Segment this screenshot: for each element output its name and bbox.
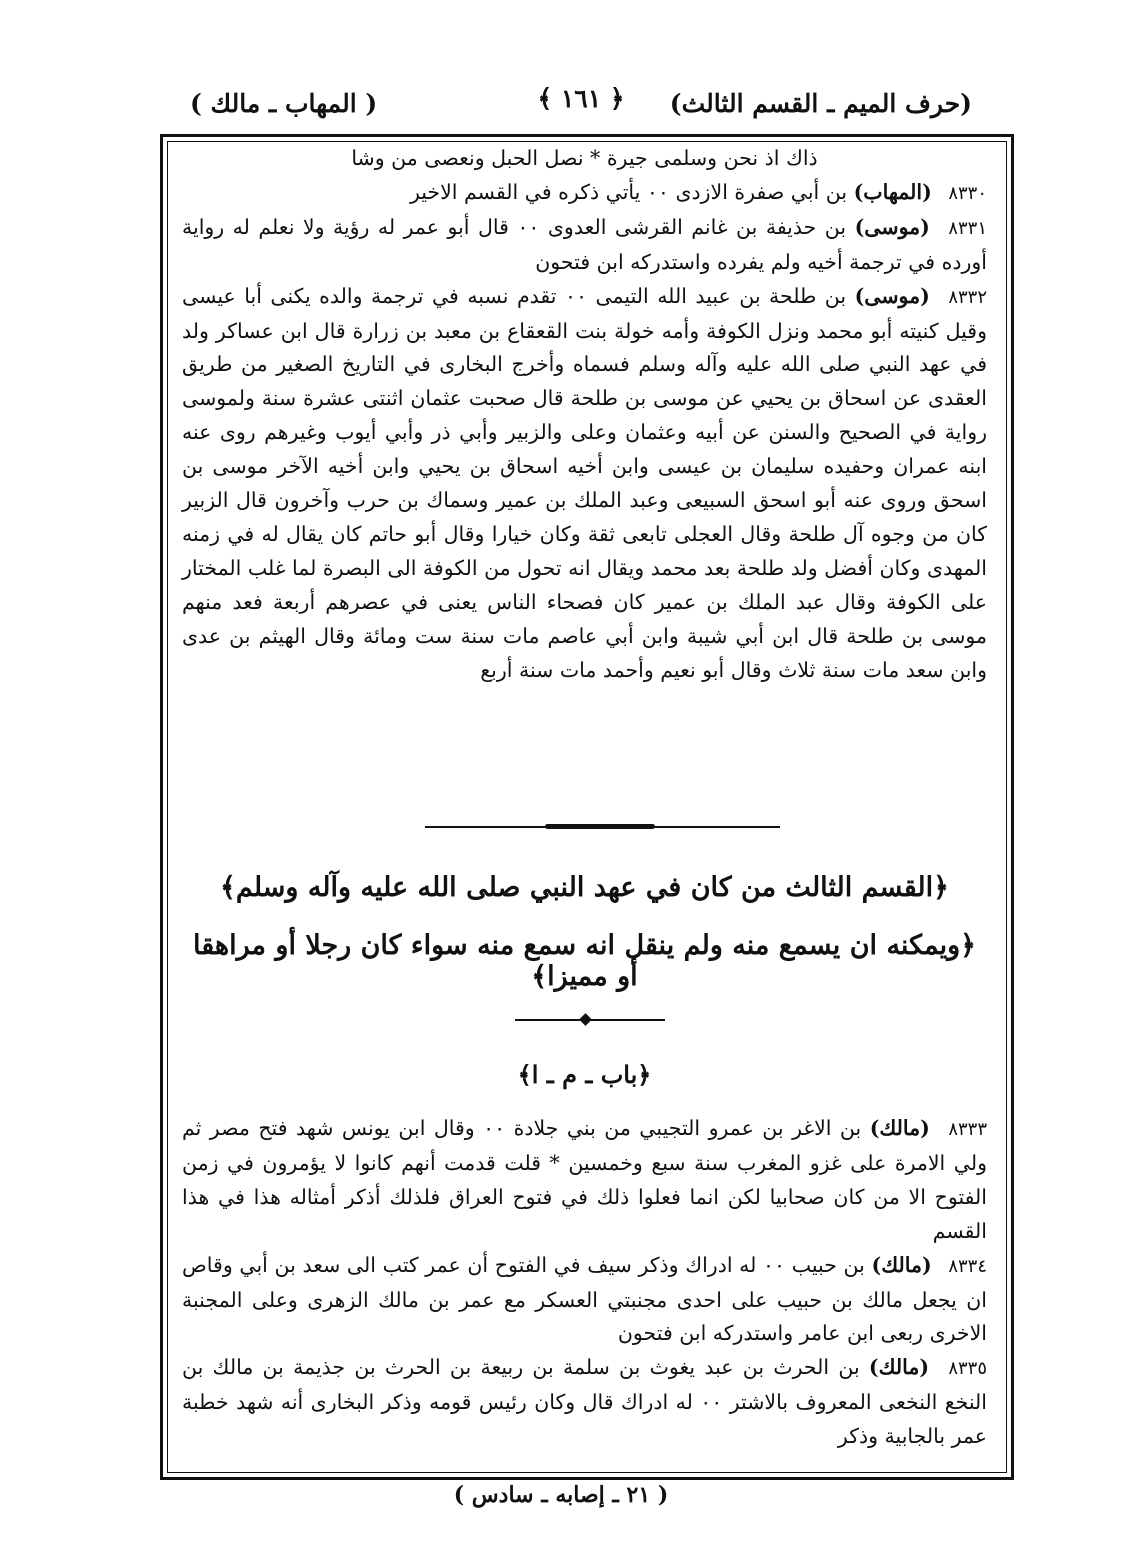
section-divider — [425, 826, 780, 828]
entry-text: بن طلحة بن عبيد الله التيمى ٠٠ تقدم نسبه في ترجمة والده يكنى أبا عيسى وقيل كنيته أبو محمد ونزل الكوفة وأمه خولة بنت القعقاع بن معبد بن زرارة قال ابن عساكر ولد في عهد النبي صلى الله عليه وآله وسلم فسماه وأخرج البخارى في التاريخ الصغير من طريق العقدى عن اسحاق بن يحيي عن موسى بن طلحة قال صحبت عثمان اثنتى عشرة سنة ولموسى رواية في الصحيح والسنن عن أبيه وعثمان وعلى والزبير وأبي ذر وأبي أيوب وغيرهم روى عنه ابنه عمران وحفيده سليمان بن عيسى وابن أخيه اسحاق بن يحيي وابن أخيه الآخر موسى بن اسحق وروى عنه أبو اسحق السبيعى وعبد الملك بن عمير وسماك بن حرب وآخرون قال الزبير كان من وجوه آل طلحة وقال العجلى تابعى ثقة وكان خيارا وقال أبو حاتم كان يقال له في زمنه المهدى وكان أفضل ولد طلحة بعد محمد ويقال انه تحول من الكوفة الى البصرة لما غلب المختار على الكوفة وقال عبد الملك بن عمير كان فصحاء الناس يعنى في عصرهم أربعة فعد منهم موسى بن طلحة قال ابن أبي شيبة وابن أبي عاصم مات سنة ست ومائة وقال الهيثم بن عدى وابن سعد مات سنة ثلاث وقال أبو نعيم وأحمد مات سنة أربع — [182, 283, 987, 682]
page-number: ﴿ ١٦١ ﴾ — [537, 84, 625, 113]
entry-8330 — [182, 176, 987, 211]
section-title: ﴿القسم الثالث من كان في عهد النبي صلى الله عليه وآله وسلم﴾ — [220, 872, 949, 903]
poetry-verse: ذاك اذ نحن وسلمى جيرة * نصل الحبل ونعصى من وشا — [351, 146, 818, 170]
entry-name: (مالك) — [869, 1116, 930, 1140]
header-chapter: (حرف الميم ـ القسم الثالث) — [669, 88, 972, 118]
entry-name: (مالك) — [868, 1355, 930, 1380]
ornament-divider — [515, 1019, 665, 1021]
entry-name: (موسى) — [854, 214, 930, 239]
entry-number: ٨٣٣٢ — [948, 286, 987, 308]
bottom-entries — [182, 1112, 987, 1454]
entry-8332 — [182, 280, 987, 688]
entry-number: ٨٣٣٥ — [948, 1358, 987, 1380]
entry-name: (موسى) — [854, 283, 930, 308]
running-header — [190, 78, 972, 128]
entry-text: بن الحرث بن عبد يغوث بن سلمة بن ربيعة بن الحرث بن جذيمة بن مالك بن النخع النخعى المعروف بالاشتر ٠٠ له ادراك قال وكان رئيس قومه وذكر البخارى أنه شهد خطبة عمر بالجابية وذكر — [182, 1355, 987, 1449]
entry-8335 — [182, 1351, 987, 1454]
entry-name: (المهاب) — [853, 179, 932, 204]
entry-number: ٨٣٣٣ — [948, 1119, 987, 1140]
entry-text: بن الاغر بن عمرو التجيبي من بني جلادة ٠٠ وقال ابن يونس شهد فتح مصر ثم ولي الامرة على غزو المغرب سنة سبع وخمسين * قلت قدمت أنهم كانوا لا يؤمرون في زمن الفتوح الا من كان صحابيا لكن انما فعلوا ذلك في فتوح العراق فلذلك أذكر أمثاله هذا في هذا القسم — [182, 1116, 987, 1243]
entry-8333 — [182, 1112, 987, 1249]
header-names: ( المهاب ـ مالك ) — [190, 88, 378, 118]
entry-name: (مالك) — [871, 1252, 932, 1277]
entry-8331 — [182, 211, 987, 280]
top-entries — [182, 142, 987, 688]
page-footer: ( ٢١ ـ إصابه ـ سادس ) — [453, 1482, 669, 1508]
entry-number: ٨٣٣٠ — [948, 182, 987, 204]
entry-8334 — [182, 1249, 987, 1352]
chapter-heading: ﴿باب ـ م ـ ا﴾ — [517, 1060, 652, 1089]
section-subtitle: ﴿ويمكنه ان يسمع منه ولم ينقل انه سمع منه سواء كان رجلا أو مراهقا أو مميزا﴾ — [193, 930, 976, 992]
entry-number: ٨٣٣٤ — [948, 1255, 987, 1277]
entry-text: بن حبيب ٠٠ له ادراك وذكر سيف في الفتوح أن عمر كتب الى سعد بن أبي وقاص ان يجعل مالك بن حبيب على احدى مجنبتي العسكر مع عمر بن مالك الزهرى وعلى المجنبة الاخرى ربعى ابن عامر واستدركه ابن فتحون — [182, 1252, 987, 1346]
entry-text: بن حذيفة بن غانم القرشى العدوى ٠٠ قال أبو عمر له رؤية ولا نعلم له رواية أورده في ترجمة أخيه ولم يفرده واستدركه ابن فتحون — [182, 214, 987, 274]
entry-number: ٨٣٣١ — [948, 217, 987, 239]
entry-text: بن أبي صفرة الازدى ٠٠ يأتي ذكره في القسم الاخير — [409, 179, 848, 204]
